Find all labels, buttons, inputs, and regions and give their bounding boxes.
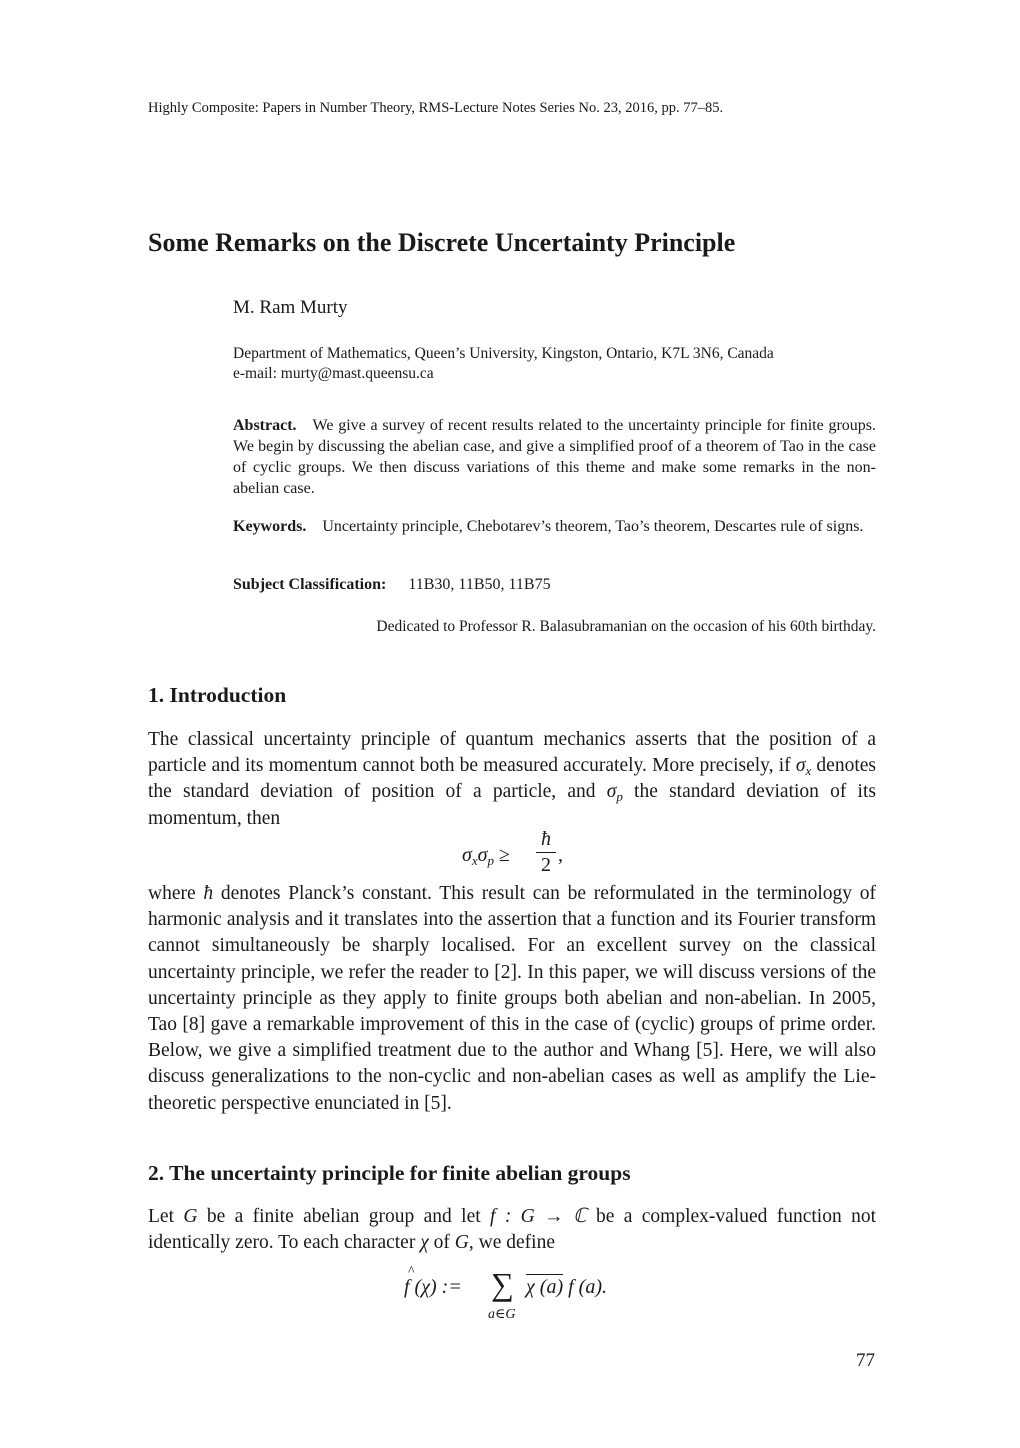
equation-lhs: f (χ) := [404,1276,462,1298]
math-chi: χ [420,1232,429,1254]
section-heading-abelian: 2. The uncertainty principle for finite abelian groups [148,1161,631,1185]
text-run: of [428,1232,455,1254]
intro-paragraph-1 [148,727,876,832]
abstract [233,415,876,499]
math-G: G [454,1232,469,1254]
text-run: The classical uncertainty principle of quantum mechanics asserts that the position of a particle and its momentum cannot both be measured accurately. More precisely, if [148,729,876,777]
sigma-symbol: σ [795,755,806,777]
keywords [233,516,876,537]
hat-accent: ^ [408,1264,415,1279]
math-map: f : G → ℂ [490,1206,587,1227]
abstract-label: Abstract. [233,417,297,434]
dedication: Dedicated to Professor R. Balasubramanian on the occasion of his 60th birthday. [376,618,876,635]
sigma-symbol: σ [606,781,617,803]
numerator: ħ [541,828,551,850]
equation-rhs [526,1276,607,1299]
affiliation-block [233,344,774,384]
abstract-text: We give a survey of recent results related to the uncertainty principle for finite groups. We begin by discussing the abelian case, and give a simplified proof of a theorem of Tao in the case of cyclic groups. We then discuss variations of this theme and make some remarks in the non-abelian case. [233,417,876,497]
fourier-transform-definition [404,1264,644,1330]
abelian-paragraph [148,1204,876,1256]
subject-label: Subject Classification: [233,576,387,593]
math-G: G [183,1206,198,1227]
page-number: 77 [856,1350,875,1371]
paper-title: Some Remarks on the Discrete Uncertainty Principle [148,228,736,257]
equation-lhs: $\sigma_x\sigma_p$ ≥ [462,844,511,868]
intro-paragraph-2 [148,881,876,1117]
math-sigma-p [606,781,623,805]
text-run: denotes the standard deviation of position of a particle, and [148,755,876,803]
text-run: denotes Planck’s constant. This result can be reformulated in the terminology of harmonic analysis and it translates into the assertion that a function and its Fourier transform cannot simultaneously be sharply localised. For an excellent survey on the classical uncertainty principle, we refer the reader to [2]. In this paper, we will discuss versions of the uncertainty principle as they apply to finite groups both abelian and non-abelian. In 2005, Tao [8] gave a remarkable improvement of this in the case of (cyclic) groups of prime order. Below, we give a simplified treatment due to the author and Whang [5]. Here, we will also discuss generalizations to the non-cyclic and non-abelian cases as well as amplify the Lie-theoretic perspective enunciated in [5]. [148,883,876,1114]
subject-codes: 11B30, 11B50, 11B75 [408,576,551,593]
affiliation: Department of Mathematics, Queen’s University, Kingston, Ontario, K7L 3N6, Canada [233,345,774,362]
author-name: M. Ram Murty [233,297,348,318]
section-heading-introduction: 1. Introduction [148,683,287,707]
text-run: where [148,883,204,904]
function-value: f (a). [568,1276,608,1298]
keywords-label: Keywords. [233,518,307,535]
hbar-symbol: ħ [203,883,214,904]
subscript-p: p [616,789,623,805]
equation-comma: , [558,844,563,866]
running-header: Highly Composite: Papers in Number Theory, RMS-Lecture Notes Series No. 23, 2016, pp. 77–85. [148,100,724,116]
summation-index: a∈G [488,1307,516,1322]
conjugate-character: χ (a) [526,1276,564,1298]
fraction-hbar-over-2 [536,828,556,877]
text-run: be a finite abelian group and let [197,1206,491,1227]
keywords-text: Uncertainty principle, Chebotarev’s theorem, Tao’s theorem, Descartes rule of signs. [322,518,864,535]
subscript-x: x [805,763,812,779]
subject-classification [233,574,876,595]
text-run: the standard deviation of its momentum, then [148,781,876,829]
text-run: be a complex-valued function not identically zero. To each character [148,1206,877,1254]
summation-symbol: ∑ [491,1266,514,1302]
text-run: Let [148,1206,184,1227]
math-sigma-x [795,755,812,779]
author-email[interactable]: e-mail: murty@mast.queensu.ca [233,365,434,382]
text-run: , we define [468,1232,555,1254]
denominator: 2 [541,854,551,876]
